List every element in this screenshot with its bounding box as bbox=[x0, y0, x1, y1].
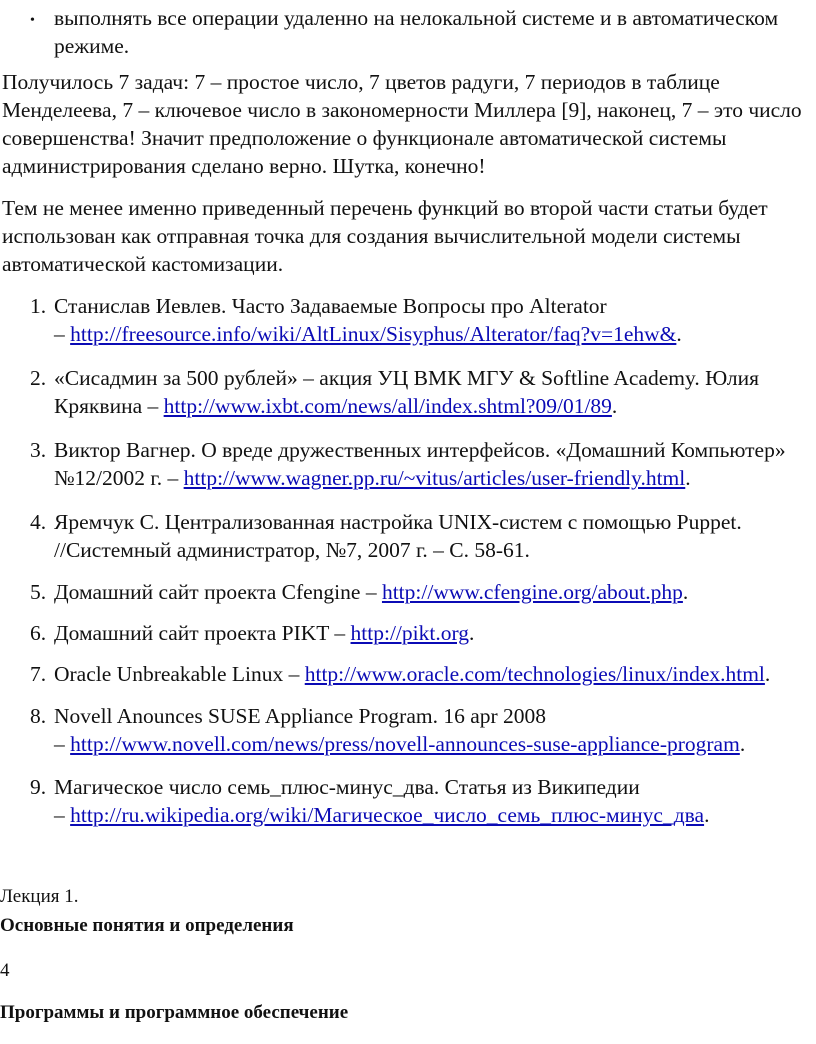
reference-number: 3. bbox=[30, 438, 47, 462]
reference-link[interactable]: http://pikt.org bbox=[350, 621, 469, 645]
reference-punct: . bbox=[704, 803, 710, 827]
reference-punct: . bbox=[682, 580, 689, 604]
reference-number: 6. bbox=[30, 621, 47, 645]
paragraph-line: использован как отправная точка для создания вычислительной модели системы bbox=[2, 224, 741, 248]
paragraph-line: Менделеева, 7 – ключевое число в закономерности Миллера [9], наконец, 7 – это число bbox=[2, 98, 802, 122]
reference-punct: . bbox=[685, 466, 691, 490]
reference-punct: . bbox=[676, 322, 682, 346]
reference-text: Novell Anounces SUSE Appliance Program. 16 apr 2008 bbox=[54, 704, 547, 728]
paragraph-line: Тем не менее именно приведенный перечень функций во второй части статьи будет bbox=[2, 196, 768, 220]
reference-link[interactable]: http://ru.wikipedia.org/wiki/Магическое_число_семь_плюс-минус_два bbox=[70, 803, 705, 827]
page-number: 4 bbox=[0, 960, 10, 981]
reference-number: 8. bbox=[30, 704, 47, 728]
paragraph-line: Получилось 7 задач: 7 – простое число, 7 цветов радуги, 7 периодов в таблице bbox=[2, 70, 720, 94]
reference-text: //Системный администратор, №7, 2007 г. – С. 58-61. bbox=[54, 538, 530, 562]
reference-link[interactable]: http://www.ixbt.com/news/all/index.shtml?09/01/89 bbox=[163, 394, 612, 418]
reference-text: Магическое число семь_плюс-минус_два. Статья из Википедии bbox=[54, 775, 640, 799]
reference-number: 1. bbox=[30, 294, 47, 318]
reference-number: 9. bbox=[30, 775, 47, 799]
reference-link[interactable]: http://www.cfengine.org/about.php bbox=[381, 580, 683, 604]
reference-text: «Сисадмин за 500 рублей» – акция УЦ ВМК МГУ & Softline Academy. Юлия bbox=[54, 366, 760, 390]
bullet-line: выполнять все операции удаленно на нелокальной системе и в автоматическом bbox=[54, 6, 779, 30]
reference-text: Виктор Вагнер. О вреде дружественных интерфейсов. «Домашний Компьютер» bbox=[54, 438, 786, 462]
reference-link[interactable]: http://www.wagner.pp.ru/~vitus/articles/user-friendly.html bbox=[183, 466, 686, 490]
paragraph-line: совершенства! Значит предположение о функционале автоматической системы bbox=[2, 126, 727, 150]
reference-punct: . bbox=[611, 394, 618, 418]
reference-number: 2. bbox=[30, 366, 47, 390]
reference-text: Станислав Иевлев. Часто Задаваемые Вопросы про Alterator bbox=[54, 294, 607, 318]
lecture-heading: Основные понятия и определения bbox=[0, 915, 294, 936]
reference-text: Домашний сайт проекта Cfengine – bbox=[54, 580, 382, 604]
lecture-label: Лекция 1. bbox=[0, 886, 79, 907]
reference-number: 4. bbox=[30, 510, 47, 534]
reference-text: Кряквина – bbox=[54, 394, 164, 418]
reference-punct: . bbox=[764, 662, 771, 686]
reference-text: Oracle Unbreakable Linux – bbox=[54, 662, 305, 686]
paragraph-summary bbox=[2, 68, 802, 180]
reference-text: – bbox=[54, 322, 71, 346]
reference-link[interactable]: http://www.oracle.com/technologies/linux/index.html bbox=[304, 662, 765, 686]
bullet-line: режиме. bbox=[54, 34, 130, 58]
reference-text: №12/2002 г. – bbox=[54, 466, 184, 490]
reference-link[interactable]: http://freesource.info/wiki/AltLinux/Sisyphus/Alterator/faq?v=1ehw& bbox=[70, 322, 677, 346]
reference-punct: . bbox=[739, 732, 746, 756]
paragraph-conclusion bbox=[2, 194, 802, 278]
paragraph-line: автоматической кастомизации. bbox=[2, 252, 284, 276]
section-subheading: Программы и программное обеспечение bbox=[0, 1002, 349, 1023]
reference-link[interactable]: http://www.novell.com/news/press/novell-announces-suse-appliance-program bbox=[70, 732, 740, 756]
bullet-text bbox=[54, 4, 794, 60]
reference-text: – bbox=[54, 803, 71, 827]
reference-text: Домашний сайт проекта PIKT – bbox=[54, 621, 351, 645]
paragraph-line: администрирования сделано верно. Шутка, конечно! bbox=[2, 154, 486, 178]
reference-number: 7. bbox=[30, 662, 47, 686]
reference-punct: . bbox=[469, 621, 475, 645]
bullet-icon: • bbox=[30, 13, 35, 28]
reference-text: Яремчук С. Централизованная настройка UNIX-систем с помощью Puppet. bbox=[54, 510, 742, 534]
reference-number: 5. bbox=[30, 580, 47, 604]
reference-text: – bbox=[54, 732, 71, 756]
